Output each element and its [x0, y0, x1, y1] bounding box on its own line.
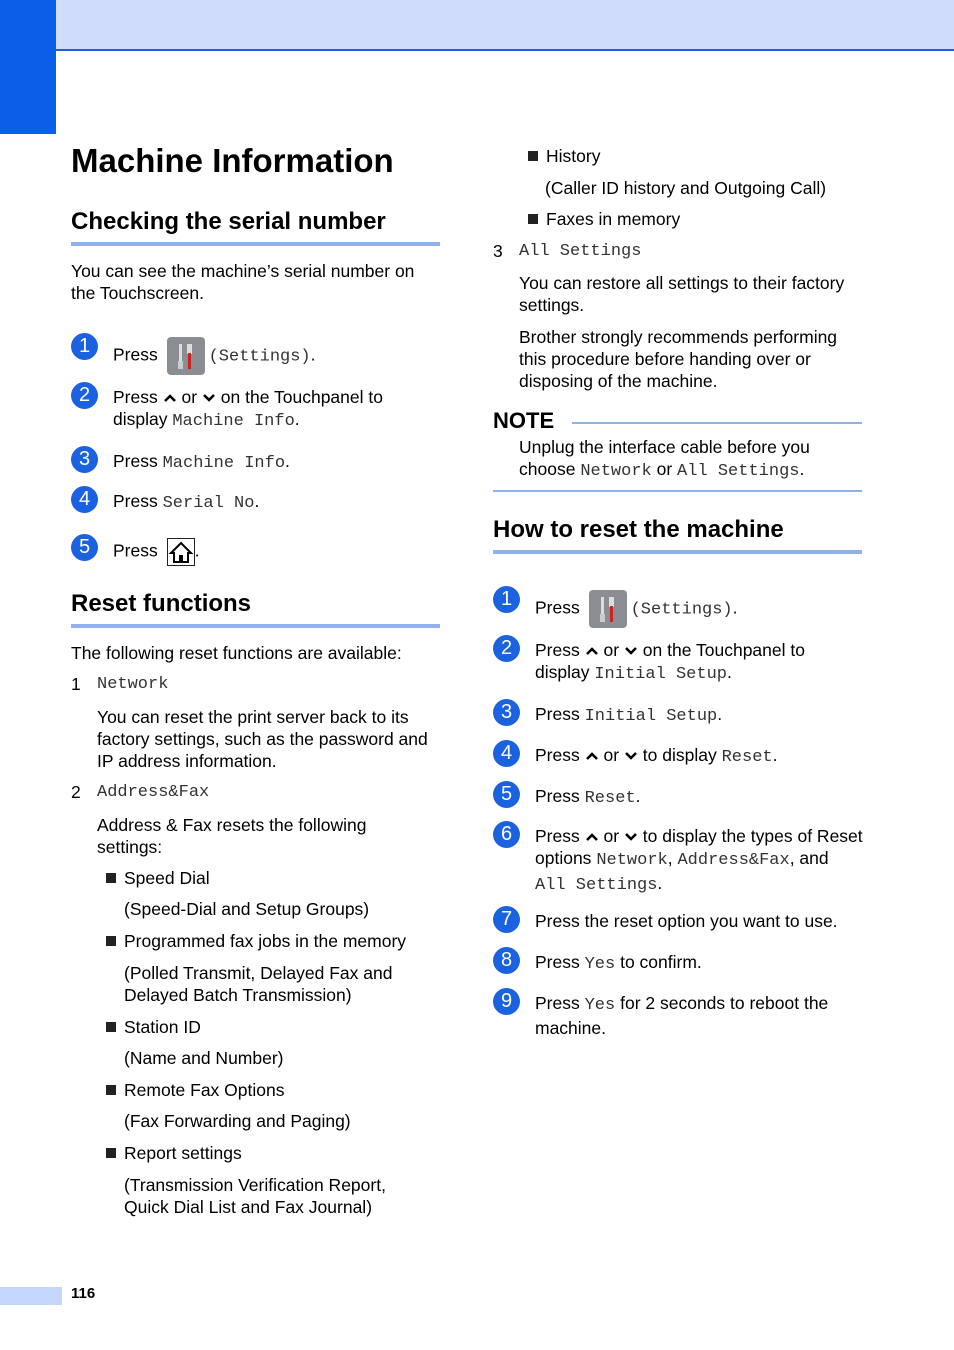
bullet-sub: (Name and Number): [124, 1048, 284, 1068]
step-number-badge: 2: [493, 635, 520, 662]
step-number-badge: 5: [493, 781, 520, 808]
home-icon: [167, 538, 195, 566]
footer-band: [0, 1287, 62, 1305]
reset-item-number: 2: [71, 782, 81, 802]
reset-item-desc: You can restore all settings to their factory settings.: [519, 273, 845, 315]
step-number-badge: 1: [493, 586, 520, 613]
step-number-badge: 3: [493, 699, 520, 726]
section-heading-reset: Reset functions: [71, 590, 440, 628]
chevron-down-icon: [624, 645, 638, 657]
step-number-badge: 3: [71, 446, 98, 473]
reset-item-number: 3: [493, 241, 503, 261]
step-number-badge: 6: [493, 821, 520, 848]
note-text: Unplug the interface cable before you choose Network or All Settings.: [519, 437, 810, 481]
reset-item-number: 1: [71, 674, 81, 694]
bullet-item: Remote Fax Options: [106, 1079, 284, 1101]
bullet-sub: (Polled Transmit, Delayed Fax and Delayed Batch Transmission): [124, 963, 393, 1005]
chevron-down-icon: [202, 392, 216, 404]
chevron-up-icon: [585, 831, 599, 843]
bullet-item: Station ID: [106, 1016, 201, 1038]
reset-item-desc: Address & Fax resets the following settings:: [97, 815, 367, 857]
bullet-item: Programmed fax jobs in the memory: [106, 930, 406, 952]
step-number-badge: 5: [71, 534, 98, 561]
chevron-up-icon: [585, 750, 599, 762]
bullet-sub: (Caller ID history and Outgoing Call): [545, 178, 827, 198]
bullet-sub: (Speed-Dial and Setup Groups): [124, 899, 370, 919]
bullet-item: History: [528, 145, 600, 167]
step-number-badge: 4: [71, 486, 98, 513]
step-number-badge: 9: [493, 988, 520, 1015]
chevron-down-icon: [624, 831, 638, 843]
reset-item-address-fax: Address&Fax: [97, 783, 210, 802]
step-number-badge: 2: [71, 382, 98, 409]
bullet-item: Speed Dial: [106, 867, 210, 889]
note-heading: NOTE: [493, 408, 555, 433]
chevron-up-icon: [163, 392, 177, 404]
chevron-down-icon: [624, 750, 638, 762]
step-number-badge: 4: [493, 740, 520, 767]
settings-icon: [167, 337, 205, 375]
settings-icon: [589, 590, 627, 628]
note-divider: [572, 422, 862, 424]
section-heading-howto: How to reset the machine: [493, 516, 862, 554]
bullet-sub: (Fax Forwarding and Paging): [124, 1111, 351, 1131]
reset-intro: The following reset functions are available:: [71, 643, 402, 663]
bullet-sub: (Transmission Verification Report, Quick Dial List and Fax Journal): [124, 1175, 386, 1217]
step-number-badge: 7: [493, 906, 520, 933]
reset-item-desc: You can reset the print server back to its factory settings, such as the password and IP address information.: [97, 707, 428, 771]
reset-item-desc2: Brother strongly recommends performing this procedure before handing over or disposing of the machine.: [519, 327, 838, 391]
step-number-badge: 8: [493, 947, 520, 974]
header-band: [0, 0, 954, 51]
chapter-tab: [0, 0, 56, 134]
serial-intro: You can see the machine’s serial number on the Touchscreen.: [71, 261, 415, 303]
page-number: 116: [71, 1285, 96, 1302]
section-heading-serial: Checking the serial number: [71, 208, 440, 246]
reset-item-network: Network: [97, 675, 169, 694]
reset-item-all-settings: All Settings: [519, 242, 642, 261]
step-number-badge: 1: [71, 333, 98, 360]
bullet-item: Faxes in memory: [528, 208, 680, 230]
page-title: Machine Information: [71, 142, 394, 179]
note-divider-bottom: [493, 490, 862, 492]
chevron-up-icon: [585, 645, 599, 657]
bullet-item: Report settings: [106, 1142, 242, 1164]
